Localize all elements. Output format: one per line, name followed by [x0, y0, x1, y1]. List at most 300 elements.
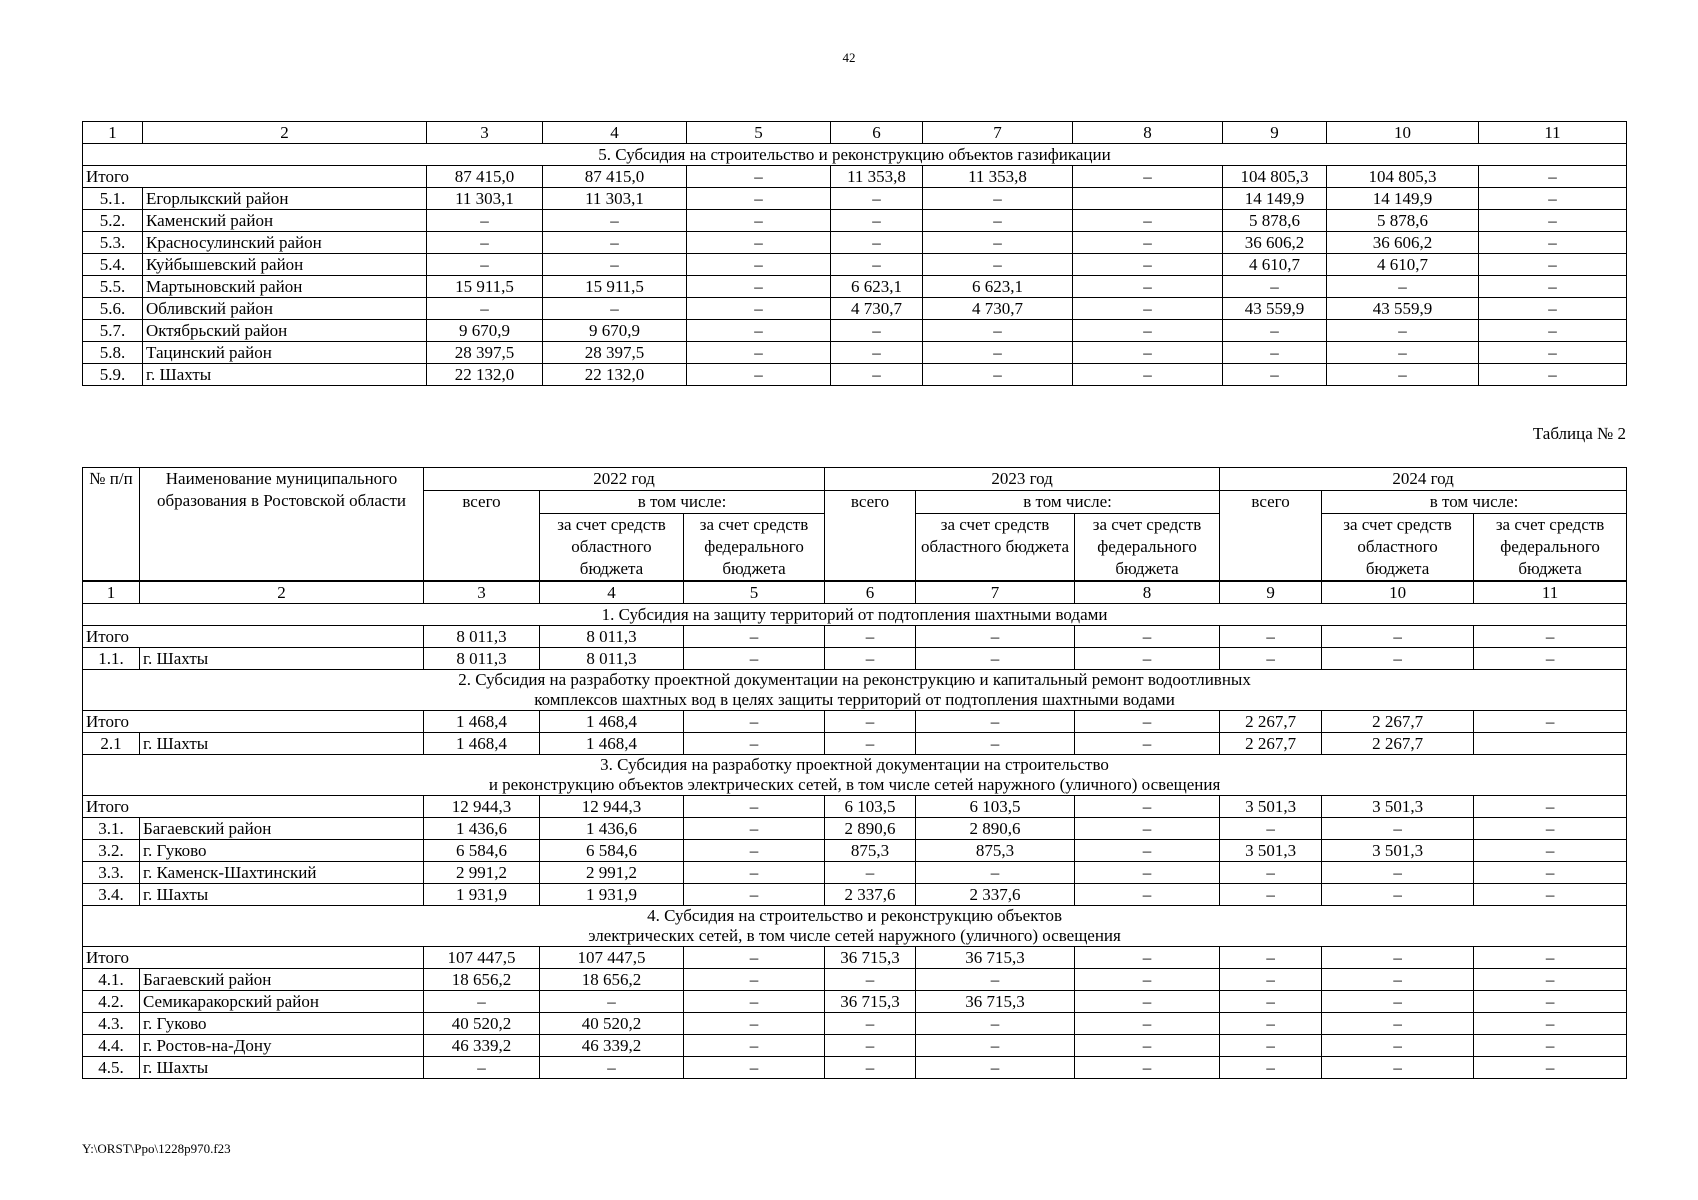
- value-cell: 875,3: [825, 840, 916, 862]
- municipality-name: Красносулинский район: [143, 232, 427, 254]
- value-cell: –: [831, 364, 923, 386]
- value-cell: –: [1075, 626, 1220, 648]
- value-cell: 8 011,3: [540, 648, 684, 670]
- value-cell: –: [1220, 969, 1322, 991]
- table-row: [83, 733, 1627, 755]
- row-number: 5.7.: [83, 320, 143, 342]
- value-cell: –: [543, 232, 687, 254]
- value-cell: –: [1474, 947, 1627, 969]
- value-cell: –: [1479, 254, 1627, 276]
- value-cell: –: [916, 626, 1075, 648]
- value-cell: –: [1220, 1035, 1322, 1057]
- municipality-name: Тацинский район: [143, 342, 427, 364]
- value-cell: 43 559,9: [1327, 298, 1479, 320]
- value-cell: –: [540, 1057, 684, 1079]
- table-row: [83, 342, 1627, 364]
- value-cell: –: [1474, 796, 1627, 818]
- value-cell: –: [684, 1013, 825, 1035]
- value-cell: 9 670,9: [427, 320, 543, 342]
- header-including: в том числе:: [540, 491, 825, 514]
- header-federal: за счет средств федерального бюджета: [1075, 514, 1220, 582]
- value-cell: –: [916, 648, 1075, 670]
- value-cell: –: [1075, 840, 1220, 862]
- value-cell: –: [1073, 254, 1223, 276]
- value-cell: 11 353,8: [831, 166, 923, 188]
- municipality-name: Багаевский район: [140, 818, 424, 840]
- value-cell: –: [1075, 648, 1220, 670]
- section-title-row: [83, 604, 1627, 626]
- value-cell: –: [1479, 210, 1627, 232]
- value-cell: 6 623,1: [831, 276, 923, 298]
- header-num: № п/п: [83, 468, 140, 582]
- value-cell: 28 397,5: [427, 342, 543, 364]
- value-cell: 6 584,6: [424, 840, 540, 862]
- row-number: 5.8.: [83, 342, 143, 364]
- value-cell: –: [916, 1035, 1075, 1057]
- municipality-name: г. Шахты: [140, 884, 424, 906]
- header-including: в том числе:: [916, 491, 1220, 514]
- value-cell: –: [916, 1013, 1075, 1035]
- row-number: 5.4.: [83, 254, 143, 276]
- value-cell: –: [1220, 884, 1322, 906]
- value-cell: –: [1322, 969, 1474, 991]
- value-cell: 28 397,5: [543, 342, 687, 364]
- value-cell: [1073, 188, 1223, 210]
- value-cell: –: [1073, 210, 1223, 232]
- value-cell: –: [427, 298, 543, 320]
- value-cell: –: [825, 648, 916, 670]
- column-number: 4: [540, 581, 684, 604]
- value-cell: 22 132,0: [427, 364, 543, 386]
- value-cell: 36 715,3: [916, 947, 1075, 969]
- value-cell: 8 011,3: [424, 626, 540, 648]
- value-cell: –: [684, 818, 825, 840]
- value-cell: 3 501,3: [1322, 840, 1474, 862]
- value-cell: –: [687, 166, 831, 188]
- value-cell: –: [831, 210, 923, 232]
- municipality-name: г. Шахты: [140, 1057, 424, 1079]
- value-cell: 1 468,4: [424, 711, 540, 733]
- value-cell: –: [1474, 884, 1627, 906]
- value-cell: –: [923, 254, 1073, 276]
- value-cell: –: [831, 232, 923, 254]
- value-cell: –: [1073, 364, 1223, 386]
- column-number-row: [83, 122, 1627, 144]
- value-cell: 2 991,2: [540, 862, 684, 884]
- value-cell: –: [1479, 320, 1627, 342]
- value-cell: 1 468,4: [540, 711, 684, 733]
- column-number: 7: [923, 122, 1073, 144]
- municipality-name: г. Шахты: [140, 648, 424, 670]
- value-cell: –: [1322, 862, 1474, 884]
- municipality-name: Семикаракорский район: [140, 991, 424, 1013]
- value-cell: –: [1075, 796, 1220, 818]
- municipality-name: Куйбышевский район: [143, 254, 427, 276]
- value-cell: –: [1327, 342, 1479, 364]
- value-cell: –: [1474, 1035, 1627, 1057]
- value-cell: 4 730,7: [831, 298, 923, 320]
- row-number: 4.4.: [83, 1035, 140, 1057]
- value-cell: –: [687, 298, 831, 320]
- row-number: 4.1.: [83, 969, 140, 991]
- value-cell: –: [1075, 733, 1220, 755]
- row-number: 3.2.: [83, 840, 140, 862]
- value-cell: –: [1075, 711, 1220, 733]
- table-row: [83, 884, 1627, 906]
- value-cell: –: [1474, 626, 1627, 648]
- value-cell: –: [684, 796, 825, 818]
- value-cell: 87 415,0: [543, 166, 687, 188]
- value-cell: –: [1220, 818, 1322, 840]
- value-cell: –: [687, 276, 831, 298]
- value-cell: –: [1220, 648, 1322, 670]
- value-cell: 36 715,3: [825, 991, 916, 1013]
- value-cell: 46 339,2: [424, 1035, 540, 1057]
- value-cell: –: [1479, 276, 1627, 298]
- value-cell: –: [687, 364, 831, 386]
- value-cell: 2 890,6: [825, 818, 916, 840]
- value-cell: 6 584,6: [540, 840, 684, 862]
- value-cell: 36 606,2: [1327, 232, 1479, 254]
- column-number: 3: [427, 122, 543, 144]
- municipality-name: Багаевский район: [140, 969, 424, 991]
- total-label: Итого: [83, 796, 424, 818]
- value-cell: 5 878,6: [1223, 210, 1327, 232]
- row-number: 5.3.: [83, 232, 143, 254]
- value-cell: 40 520,2: [540, 1013, 684, 1035]
- value-cell: –: [1223, 364, 1327, 386]
- row-number: 5.9.: [83, 364, 143, 386]
- value-cell: –: [684, 733, 825, 755]
- header-federal: за счет средств федерального бюджета: [1474, 514, 1627, 582]
- value-cell: –: [916, 1057, 1075, 1079]
- table-row: [83, 648, 1627, 670]
- column-number: 3: [424, 581, 540, 604]
- value-cell: 2 267,7: [1220, 711, 1322, 733]
- value-cell: [1474, 733, 1627, 755]
- value-cell: –: [684, 626, 825, 648]
- column-number-row: [83, 581, 1627, 604]
- value-cell: 12 944,3: [540, 796, 684, 818]
- value-cell: –: [1322, 1057, 1474, 1079]
- total-label: Итого: [83, 947, 424, 969]
- value-cell: 6 623,1: [923, 276, 1073, 298]
- municipality-name: г. Гуково: [140, 1013, 424, 1035]
- total-label: Итого: [83, 711, 424, 733]
- column-number: 2: [143, 122, 427, 144]
- table-row: [83, 1035, 1627, 1057]
- value-cell: 11 303,1: [427, 188, 543, 210]
- value-cell: –: [923, 210, 1073, 232]
- value-cell: –: [1322, 818, 1474, 840]
- value-cell: 11 303,1: [543, 188, 687, 210]
- row-number: 5.1.: [83, 188, 143, 210]
- section-title-line: 4. Субсидия на строительство и реконструкцию объектов: [647, 906, 1062, 925]
- value-cell: 46 339,2: [540, 1035, 684, 1057]
- value-cell: –: [1075, 1035, 1220, 1057]
- value-cell: –: [424, 1057, 540, 1079]
- row-number: 4.2.: [83, 991, 140, 1013]
- value-cell: 1 931,9: [424, 884, 540, 906]
- value-cell: –: [1075, 818, 1220, 840]
- row-number: 3.4.: [83, 884, 140, 906]
- value-cell: –: [1073, 298, 1223, 320]
- value-cell: –: [1479, 364, 1627, 386]
- value-cell: 3 501,3: [1220, 840, 1322, 862]
- column-number: 1: [83, 581, 140, 604]
- table-row: [83, 1057, 1627, 1079]
- total-row: [83, 166, 1627, 188]
- column-number: 6: [831, 122, 923, 144]
- value-cell: 4 610,7: [1327, 254, 1479, 276]
- value-cell: 5 878,6: [1327, 210, 1479, 232]
- header-year-2023: 2023 год: [825, 468, 1220, 491]
- municipality-name: Октябрьский район: [143, 320, 427, 342]
- value-cell: 36 606,2: [1223, 232, 1327, 254]
- value-cell: –: [1479, 298, 1627, 320]
- row-number: 4.3.: [83, 1013, 140, 1035]
- table-row: [83, 232, 1627, 254]
- value-cell: –: [1479, 342, 1627, 364]
- total-label: Итого: [83, 626, 424, 648]
- value-cell: –: [831, 320, 923, 342]
- value-cell: –: [687, 188, 831, 210]
- value-cell: –: [1075, 947, 1220, 969]
- value-cell: –: [916, 733, 1075, 755]
- value-cell: –: [684, 947, 825, 969]
- value-cell: –: [1073, 320, 1223, 342]
- value-cell: –: [1075, 991, 1220, 1013]
- table-row: [83, 1013, 1627, 1035]
- value-cell: 1 468,4: [424, 733, 540, 755]
- value-cell: –: [1322, 1035, 1474, 1057]
- value-cell: 2 890,6: [916, 818, 1075, 840]
- section-title-row: [83, 755, 1627, 796]
- value-cell: –: [543, 210, 687, 232]
- value-cell: 8 011,3: [540, 626, 684, 648]
- value-cell: –: [1474, 1057, 1627, 1079]
- section-title-line: комплексов шахтных вод в целях защиты территорий от подтопления шахтными водами: [534, 690, 1175, 709]
- section-title: [83, 670, 1627, 711]
- value-cell: –: [1073, 342, 1223, 364]
- value-cell: –: [825, 626, 916, 648]
- value-cell: –: [825, 711, 916, 733]
- value-cell: 4 610,7: [1223, 254, 1327, 276]
- header-total: всего: [825, 491, 916, 582]
- value-cell: –: [923, 342, 1073, 364]
- municipality-name: г. Ростов-на-Дону: [140, 1035, 424, 1057]
- column-number: 1: [83, 122, 143, 144]
- section-title: [83, 906, 1627, 947]
- value-cell: 2 267,7: [1322, 711, 1474, 733]
- value-cell: 14 149,9: [1327, 188, 1479, 210]
- table-row: [83, 254, 1627, 276]
- value-cell: 8 011,3: [424, 648, 540, 670]
- value-cell: 104 805,3: [1327, 166, 1479, 188]
- section-title: [83, 604, 1627, 626]
- total-row: [83, 796, 1627, 818]
- value-cell: –: [1220, 1013, 1322, 1035]
- value-cell: 104 805,3: [1223, 166, 1327, 188]
- value-cell: –: [684, 648, 825, 670]
- table-row: [83, 210, 1627, 232]
- value-cell: –: [916, 862, 1075, 884]
- municipality-name: Каменский район: [143, 210, 427, 232]
- table-row: [83, 188, 1627, 210]
- value-cell: 15 911,5: [427, 276, 543, 298]
- value-cell: –: [540, 991, 684, 1013]
- value-cell: –: [1474, 969, 1627, 991]
- row-number: 3.3.: [83, 862, 140, 884]
- value-cell: 6 103,5: [825, 796, 916, 818]
- municipality-name: Егорлыкский район: [143, 188, 427, 210]
- value-cell: –: [1322, 884, 1474, 906]
- municipality-name: Мартыновский район: [143, 276, 427, 298]
- table-row: [83, 969, 1627, 991]
- value-cell: –: [1479, 232, 1627, 254]
- value-cell: –: [684, 1057, 825, 1079]
- value-cell: –: [424, 991, 540, 1013]
- value-cell: –: [1327, 364, 1479, 386]
- value-cell: –: [1075, 884, 1220, 906]
- column-number: 10: [1322, 581, 1474, 604]
- value-cell: –: [1322, 991, 1474, 1013]
- section-title-line: 2. Субсидия на разработку проектной документации на реконструкцию и капитальный ремонт водоотливных: [458, 670, 1251, 689]
- value-cell: –: [825, 1013, 916, 1035]
- column-number: 11: [1474, 581, 1627, 604]
- value-cell: –: [831, 342, 923, 364]
- value-cell: 18 656,2: [540, 969, 684, 991]
- column-number: 5: [687, 122, 831, 144]
- value-cell: –: [1073, 166, 1223, 188]
- municipality-name: г. Шахты: [143, 364, 427, 386]
- value-cell: –: [687, 210, 831, 232]
- value-cell: –: [825, 969, 916, 991]
- value-cell: –: [1073, 276, 1223, 298]
- value-cell: –: [684, 1035, 825, 1057]
- row-number: 4.5.: [83, 1057, 140, 1079]
- column-number: 10: [1327, 122, 1479, 144]
- value-cell: –: [687, 232, 831, 254]
- value-cell: 9 670,9: [543, 320, 687, 342]
- value-cell: 87 415,0: [427, 166, 543, 188]
- value-cell: 14 149,9: [1223, 188, 1327, 210]
- table-row: [83, 991, 1627, 1013]
- value-cell: 18 656,2: [424, 969, 540, 991]
- value-cell: –: [1322, 648, 1474, 670]
- column-number: 8: [1075, 581, 1220, 604]
- value-cell: 11 353,8: [923, 166, 1073, 188]
- value-cell: –: [1220, 1057, 1322, 1079]
- municipality-name: г. Гуково: [140, 840, 424, 862]
- table-row: [83, 862, 1627, 884]
- table-row: [83, 364, 1627, 386]
- value-cell: –: [1474, 818, 1627, 840]
- section-title: [83, 755, 1627, 796]
- table-row: [83, 298, 1627, 320]
- value-cell: 1 436,6: [540, 818, 684, 840]
- value-cell: 2 337,6: [916, 884, 1075, 906]
- value-cell: 6 103,5: [916, 796, 1075, 818]
- value-cell: –: [825, 1035, 916, 1057]
- value-cell: –: [687, 254, 831, 276]
- section-title-row: [83, 670, 1627, 711]
- row-number: 5.6.: [83, 298, 143, 320]
- value-cell: 15 911,5: [543, 276, 687, 298]
- value-cell: –: [543, 254, 687, 276]
- value-cell: –: [1474, 648, 1627, 670]
- value-cell: –: [1223, 276, 1327, 298]
- value-cell: 36 715,3: [916, 991, 1075, 1013]
- value-cell: –: [1474, 1013, 1627, 1035]
- value-cell: 1 931,9: [540, 884, 684, 906]
- section-title-line: 1. Субсидия на защиту территорий от подтопления шахтными водами: [601, 604, 1108, 624]
- value-cell: –: [1322, 1013, 1474, 1035]
- column-number: 9: [1223, 122, 1327, 144]
- value-cell: 1 468,4: [540, 733, 684, 755]
- value-cell: –: [923, 364, 1073, 386]
- table-subsidies: [82, 467, 1627, 1079]
- table-label: Таблица № 2: [1532, 424, 1626, 443]
- header-year-2024: 2024 год: [1220, 468, 1627, 491]
- header-year-2022: 2022 год: [424, 468, 825, 491]
- value-cell: –: [825, 862, 916, 884]
- value-cell: –: [1479, 188, 1627, 210]
- value-cell: –: [916, 711, 1075, 733]
- value-cell: –: [923, 320, 1073, 342]
- table-row: [83, 320, 1627, 342]
- value-cell: –: [1075, 969, 1220, 991]
- value-cell: –: [1220, 991, 1322, 1013]
- value-cell: 3 501,3: [1220, 796, 1322, 818]
- value-cell: –: [1073, 232, 1223, 254]
- row-number: 1.1.: [83, 648, 140, 670]
- value-cell: 3 501,3: [1322, 796, 1474, 818]
- value-cell: –: [825, 1057, 916, 1079]
- table-gasification: [82, 121, 1627, 386]
- value-cell: –: [1327, 320, 1479, 342]
- row-number: 5.5.: [83, 276, 143, 298]
- column-number: 11: [1479, 122, 1627, 144]
- column-number: 5: [684, 581, 825, 604]
- column-number: 8: [1073, 122, 1223, 144]
- value-cell: –: [1075, 1057, 1220, 1079]
- value-cell: –: [1220, 947, 1322, 969]
- value-cell: 2 991,2: [424, 862, 540, 884]
- value-cell: –: [684, 991, 825, 1013]
- value-cell: –: [923, 188, 1073, 210]
- total-row: [83, 947, 1627, 969]
- table-row: [83, 276, 1627, 298]
- value-cell: –: [684, 884, 825, 906]
- section-title-line: электрических сетей, в том числе сетей наружного (уличного) освещения: [588, 926, 1121, 945]
- value-cell: –: [1220, 626, 1322, 648]
- row-number: 3.1.: [83, 818, 140, 840]
- value-cell: –: [1322, 626, 1474, 648]
- header-total: всего: [1220, 491, 1322, 582]
- value-cell: 40 520,2: [424, 1013, 540, 1035]
- municipality-name: Обливский район: [143, 298, 427, 320]
- value-cell: 2 267,7: [1220, 733, 1322, 755]
- total-row: [83, 626, 1627, 648]
- header-including: в том числе:: [1322, 491, 1627, 514]
- value-cell: 2 337,6: [825, 884, 916, 906]
- value-cell: –: [1223, 320, 1327, 342]
- value-cell: –: [825, 733, 916, 755]
- value-cell: 22 132,0: [543, 364, 687, 386]
- municipality-name: г. Каменск-Шахтинский: [140, 862, 424, 884]
- value-cell: –: [1474, 711, 1627, 733]
